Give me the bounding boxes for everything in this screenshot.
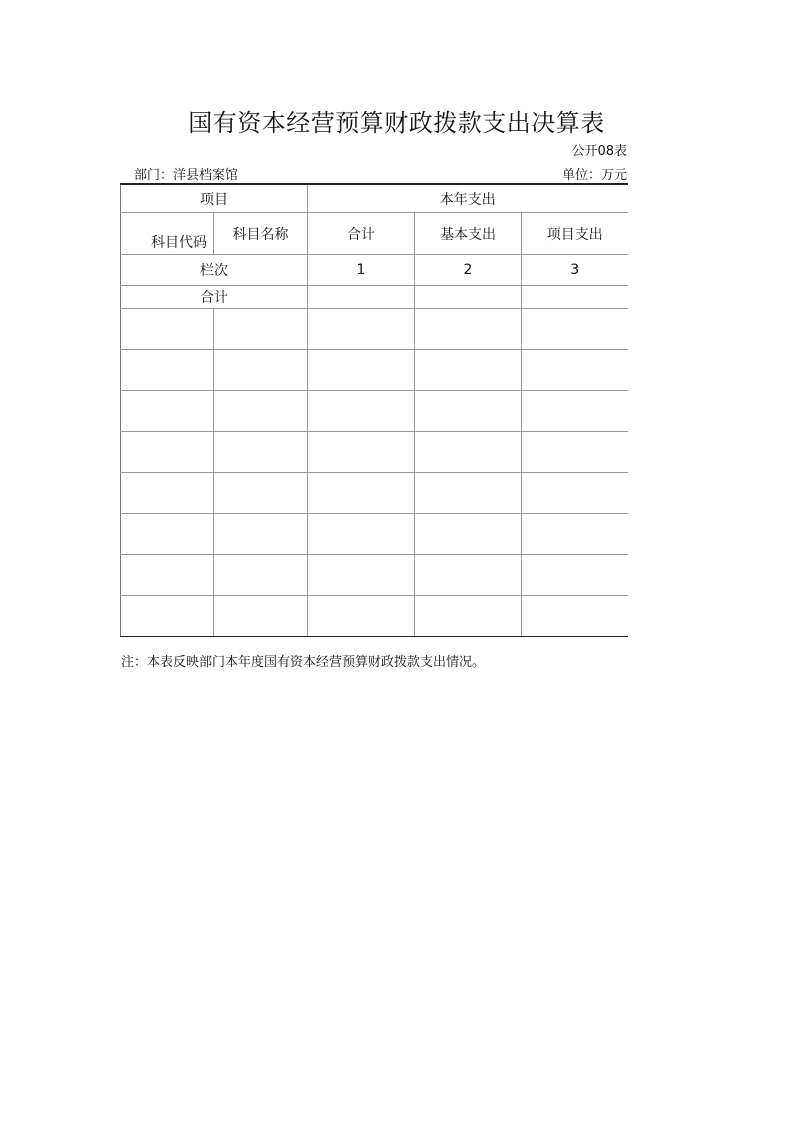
cell-basic	[415, 391, 522, 432]
cell-name	[214, 514, 308, 555]
cell-project	[522, 596, 628, 637]
cell-total	[308, 514, 415, 555]
cell-code	[121, 432, 214, 473]
form-code: 公开08表	[571, 144, 627, 159]
footnote: 注：本表反映部门本年度国有资本经营预算财政拨款支出情况。	[121, 655, 486, 670]
lanci-1: 1	[308, 255, 415, 286]
table-row	[121, 555, 628, 596]
lanci-3: 3	[522, 255, 628, 286]
cell-total	[308, 432, 415, 473]
expenditure-table	[120, 183, 628, 637]
cell-total	[308, 391, 415, 432]
table-row	[121, 514, 628, 555]
department-label: 部门：洋县档案馆	[134, 168, 239, 183]
total-label: 合计	[121, 286, 308, 309]
lanci-row	[121, 255, 628, 286]
total-value	[308, 286, 415, 309]
table-row	[121, 391, 628, 432]
cell-basic	[415, 350, 522, 391]
cell-project	[522, 391, 628, 432]
cell-code	[121, 309, 214, 350]
table-row	[121, 350, 628, 391]
table-row	[121, 309, 628, 350]
cell-name	[214, 555, 308, 596]
total-project	[522, 286, 628, 309]
cell-project	[522, 350, 628, 391]
total-basic	[415, 286, 522, 309]
cell-project	[522, 432, 628, 473]
cell-name	[214, 391, 308, 432]
lanci-label: 栏次	[121, 255, 308, 286]
cell-basic	[415, 473, 522, 514]
cell-code	[121, 473, 214, 514]
cell-name	[214, 350, 308, 391]
page-title: 国有资本经营预算财政拨款支出决算表	[188, 109, 605, 137]
header-row	[121, 184, 628, 213]
cell-basic	[415, 309, 522, 350]
header-expense: 本年支出	[308, 184, 628, 213]
cell-code	[121, 555, 214, 596]
cell-total	[308, 473, 415, 514]
cell-name	[214, 432, 308, 473]
cell-basic	[415, 432, 522, 473]
cell-name	[214, 309, 308, 350]
table-row	[121, 596, 628, 637]
cell-name	[214, 596, 308, 637]
table-row	[121, 473, 628, 514]
cell-project	[522, 555, 628, 596]
unit-label: 单位：万元	[561, 168, 627, 183]
cell-basic	[415, 596, 522, 637]
cell-name	[214, 473, 308, 514]
cell-basic	[415, 514, 522, 555]
cell-total	[308, 350, 415, 391]
header-project: 项目	[121, 184, 308, 213]
cell-code	[121, 391, 214, 432]
col-basic-header: 基本支出	[415, 213, 522, 255]
col-project-header: 项目支出	[522, 213, 628, 255]
cell-total	[308, 596, 415, 637]
col-code-label: 科目代码	[151, 235, 207, 251]
cell-total	[308, 309, 415, 350]
col-code-header	[121, 213, 214, 255]
cell-code	[121, 596, 214, 637]
cell-basic	[415, 555, 522, 596]
cell-project	[522, 514, 628, 555]
cell-project	[522, 473, 628, 514]
cell-total	[308, 555, 415, 596]
lanci-2: 2	[415, 255, 522, 286]
cell-code	[121, 514, 214, 555]
col-name-header: 科目名称	[214, 213, 308, 255]
total-row	[121, 286, 628, 309]
subheader-row	[121, 213, 628, 255]
col-total-header: 合计	[308, 213, 415, 255]
table-row	[121, 432, 628, 473]
cell-code	[121, 350, 214, 391]
cell-project	[522, 309, 628, 350]
